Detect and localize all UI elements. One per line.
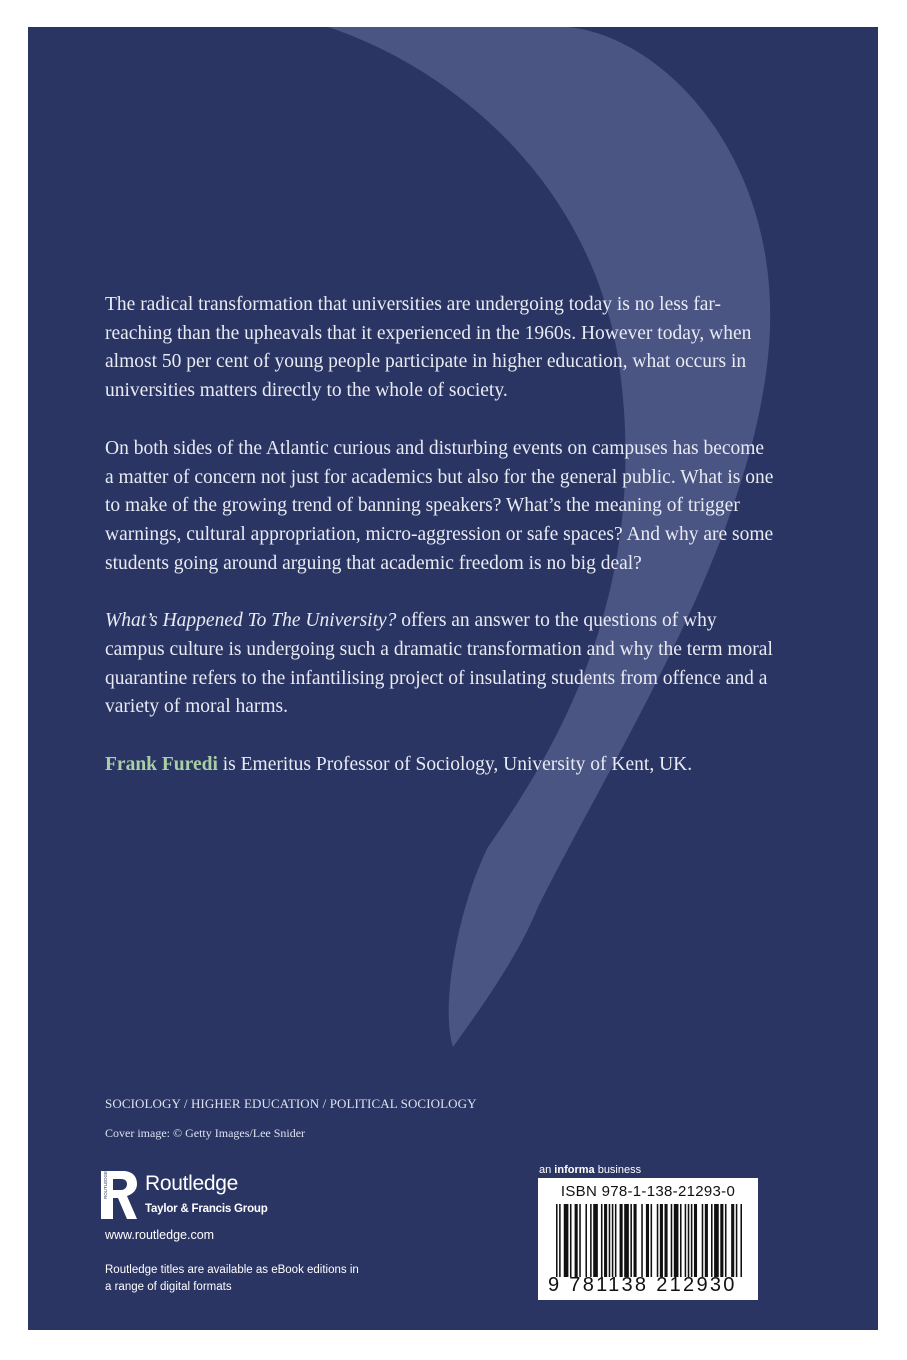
barcode-bar — [691, 1204, 693, 1277]
barcode-bar — [575, 1204, 578, 1277]
informa-brand: informa — [554, 1164, 595, 1176]
cover-image-credit: Cover image: © Getty Images/Lee Snider — [105, 1126, 306, 1140]
barcode-bar — [556, 1204, 558, 1277]
barcode-bar — [685, 1204, 687, 1277]
barcode-box — [538, 1178, 758, 1300]
blurb — [105, 291, 775, 809]
barcode-bar — [731, 1204, 734, 1277]
informa-tagline — [539, 1164, 641, 1176]
logo-mark-text: ROUTLEDGE — [103, 1170, 108, 1199]
barcode-bar — [688, 1204, 690, 1277]
barcode-bar — [660, 1204, 663, 1277]
routledge-r-icon — [99, 1167, 139, 1223]
barcode-bar — [579, 1204, 581, 1277]
author-bio-text: is Emeritus Professor of Sociology, University of Kent, UK. — [217, 754, 693, 776]
isbn-text: ISBN 978-1-138-21293-0 — [560, 1183, 736, 1200]
subject-categories: SOCIOLOGY / HIGHER EDUCATION / POLITICAL SOCIOLOGY — [105, 1096, 477, 1111]
blurb-paragraph-1: The radical transformation that universities are undergoing today is no less far-reaching than the upheavals that it experienced in the 1960s. However today, when almost 50 per cent of young people participate in higher education, what occurs in universities matters directly to the whole of society. — [105, 294, 752, 402]
barcode-bar — [634, 1204, 637, 1277]
barcode-bar — [646, 1204, 649, 1277]
barcode-bar — [736, 1204, 738, 1277]
barcode-bar — [651, 1204, 653, 1277]
barcode-bar — [590, 1204, 592, 1277]
barcode-bar — [593, 1204, 598, 1277]
barcode-bar — [570, 1204, 572, 1277]
back-cover — [28, 27, 878, 1330]
barcode-bar — [702, 1204, 704, 1277]
barcode-bar — [624, 1204, 629, 1277]
barcode-bar — [630, 1204, 632, 1277]
barcode-bar — [725, 1204, 727, 1277]
barcode-bar — [657, 1204, 659, 1277]
ebook-note: Routledge titles are available as eBook editions in a range of digital formats — [105, 1264, 359, 1293]
blurb-paragraph-3 — [105, 607, 775, 722]
barcode-bar — [604, 1204, 607, 1277]
publisher-website: www.routledge.com — [105, 1228, 215, 1242]
barcode-bar — [705, 1204, 708, 1277]
barcode-bar — [714, 1204, 719, 1277]
informa-suffix: business — [594, 1164, 642, 1176]
barcode-bar — [559, 1204, 561, 1277]
publisher-name: Routledge — [145, 1172, 239, 1195]
barcode-bar — [612, 1204, 614, 1277]
barcode-bar — [740, 1204, 742, 1277]
barcode-bar — [609, 1204, 611, 1277]
author-name: Frank Furedi — [105, 754, 218, 776]
publisher-group: Taylor & Francis Group — [145, 1203, 268, 1215]
informa-prefix: an — [539, 1164, 555, 1176]
author-bio — [105, 751, 775, 780]
barcode-bar — [564, 1204, 569, 1277]
barcode-digits: 9 781138 212930 — [548, 1274, 737, 1296]
book-title: What’s Happened To The University? — [105, 610, 397, 632]
barcode-bar — [694, 1204, 697, 1277]
barcode-bar — [641, 1204, 643, 1277]
barcode-bar — [601, 1204, 603, 1277]
barcode-bar — [671, 1204, 673, 1277]
blurb-paragraph-3-text: offers an answer to the questions of why campus culture is undergoing such a dramatic transformation and why the term moral quarantine refers to the infantilising project of insulating students from offence and a variety of moral harms. — [105, 610, 773, 718]
barcode-bar — [680, 1204, 682, 1277]
blurb-paragraph-2: On both sides of the Atlantic curious and disturbing events on campuses has become a matter of concern not just for academics but also for the general public. What is one to make of the growing trend of banning speakers? What’s the meaning of trigger warnings, cultural appropriation, micro-aggression or safe spaces? And why are some students going around arguing that academic freedom is no big deal? — [105, 437, 774, 574]
barcode-bar — [665, 1204, 668, 1277]
barcode-bar — [585, 1204, 587, 1277]
barcode-bar — [711, 1204, 713, 1277]
barcode-bar — [615, 1204, 617, 1277]
barcode-bar — [620, 1204, 623, 1277]
barcode-bar — [720, 1204, 723, 1277]
barcode-bar — [674, 1204, 679, 1277]
barcode-bars — [554, 1204, 744, 1277]
routledge-logo — [99, 1167, 299, 1225]
